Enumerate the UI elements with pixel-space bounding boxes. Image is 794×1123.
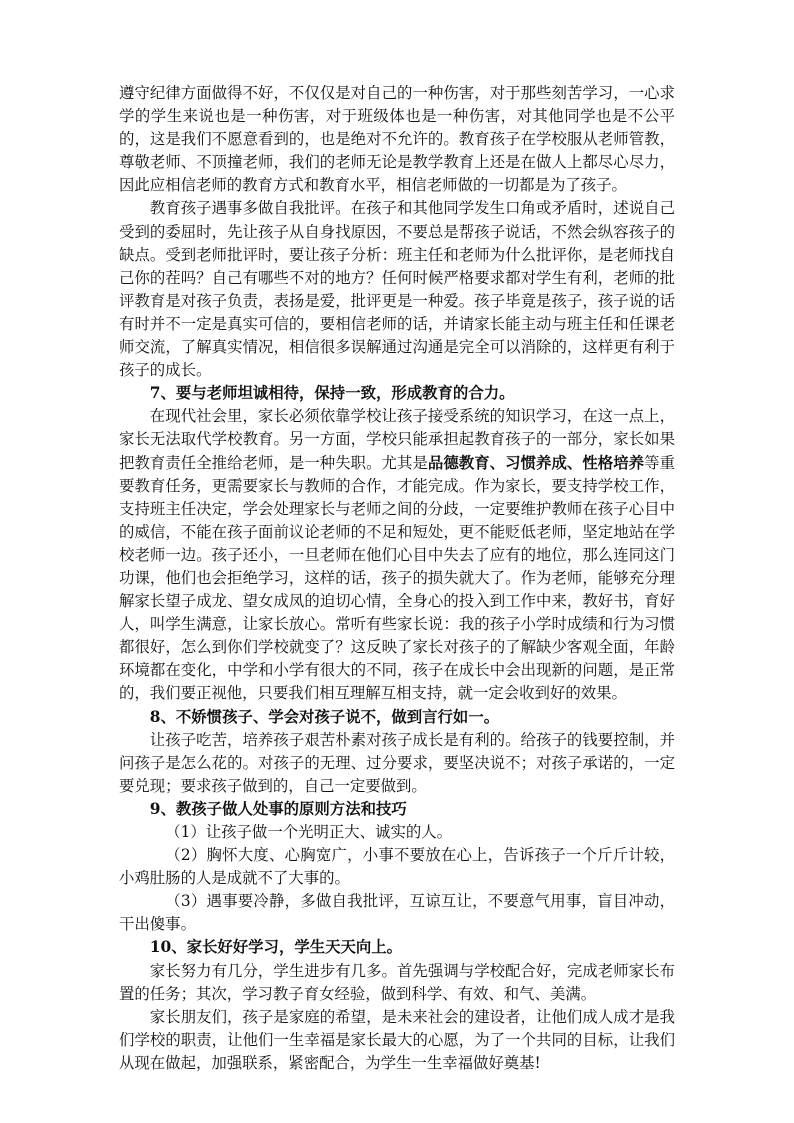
heading-7: 7、要与老师坦诚相待，保持一致，形成教育的合力。 <box>149 384 515 403</box>
paragraph-self-criticism: 教育孩子遇事多做自我批评。在孩子和其他同学发生口角或矛盾时，述说自己受到的委屈时，先让孩子从自身找原因，不要总是帮孩子说话，不然会纵容孩子的缺点。受到老师批评时，要让孩子分析：班主任和老师为什么批评你，是老师找自己你的茬吗？自己有哪些不对的地方？任何时候严格要求都对学生有利，老师的批评教育是对孩子负责，表扬是爱，批评更是一种爱。孩子毕竟是孩子，孩子说的话有时并不一定是真实可信的，要相信老师的话，并请家长能主动与班主任和任课老师交流，了解真实情况，相信很多误解通过沟通是完全可以消除的，这样更有利于孩子的成长。 <box>119 199 675 380</box>
paragraph-8: 让孩子吃苦，培养孩子艰苦朴素对孩子成长是有利的。给孩子的钱要控制，并问孩子是怎么花的。对孩子的无理、过分要求，要坚决说不；对孩子承诺的，一定要兑现；要求孩子做到的，自己一定要做到。 <box>119 730 675 795</box>
list-item-9-2: （2）胸怀大度、心胸宽广，小事不要放在心上，告诉孩子一个斤斤计较，小鸡肚肠的人是成就不了大事的。 <box>119 846 675 888</box>
paragraph-7-emphasis: 品德教育、习惯养成、性格培养 <box>427 453 645 472</box>
paragraph-7-text-b: 等重要教育任务，更需要家长与教师的合作，才能完成。作为家长，要支持学校工作，支持班主任决定，学会处理家长与老师之间的分歧，一定要维护教师在孩子心目中的威信，不能在孩子面前议论老师的不足和短处，更不能贬低老师，坚定地站在学校老师一边。孩子还小，一旦老师在他们心目中失去了应有的地位，那么连同这门功课，他们也会拒绝学习，这样的话，孩子的损失就大了。作为老师，能够充分理解家长望子成龙、望女成凤的迫切心情，全身心的投入到工作中来，教好书，育好人，叫学生满意，让家长放心。常听有些家长说：我的孩子小学时成绩和行为习惯都很好，怎么到你们学校就变了？这反映了家长对孩子的了解缺少客观全面，年龄环境都在变化，中学和小学有很大的不同，孩子在成长中会出现新的问题，是正常的，我们要正视他，只要我们相互理解互相支持，就一定会收到好的效果。 <box>119 453 675 703</box>
list-item-9-1: （1）让孩子做一个光明正大、诚实的人。 <box>165 823 453 841</box>
paragraph-7-text-a: 在现代社会里，家长必须依靠学校让孩子接受系统的知识学习，在这一点上，家长无法取代学校教育。另一方面，学校只能承担起教育孩子的一部分，家长如果把教育责任全推给老师，是一种失职。尤其是 <box>119 407 675 472</box>
paragraph-10: 家长努力有几分，学生进步有几多。首先强调与学校配合好，完成老师家长布置的任务；其次，学习教子育女经验，做到科学、有效、和气、美满。 <box>119 961 675 1003</box>
paragraph-continuation: 遵守纪律方面做得不好，不仅仅是对自己的一种伤害，对于那些刻苦学习，一心求学的学生来说也是一种伤害，对于班级体也是一种伤害，对其他同学也是不公平的，这是我们不愿意看到的，也是绝对不允许的。教育孩子在学校服从老师管教，尊敬老师、不顶撞老师，我们的老师无论是教学教育上还是在做人上都尽心尽力，因此应相信老师的教育方式和教育水平，相信老师做的一切都是为了孩子。 <box>119 84 675 195</box>
list-item-9-3: （3）遇事要冷静，多做自我批评，互谅互让，不要意气用事，盲目冲动，干出傻事。 <box>119 892 675 934</box>
document-body <box>119 82 675 1075</box>
heading-8: 8、不娇惯孩子、学会对孩子说不，做到言行如一。 <box>149 707 500 726</box>
heading-9: 9、教孩子做人处事的原则方法和技巧 <box>149 799 407 818</box>
paragraph-closing: 家长朋友们，孩子是家庭的希望，是未来社会的建设者，让他们成人成才是我们学校的职责，让他们一生幸福是家长最大的心愿，为了一个共同的目标，让我们从现在做起，加强联系，紧密配合，为学生一生幸福做好奠基! <box>119 1007 675 1072</box>
heading-10: 10、家长好好学习，学生天天向上。 <box>149 938 403 957</box>
paragraph-7 <box>119 405 675 705</box>
